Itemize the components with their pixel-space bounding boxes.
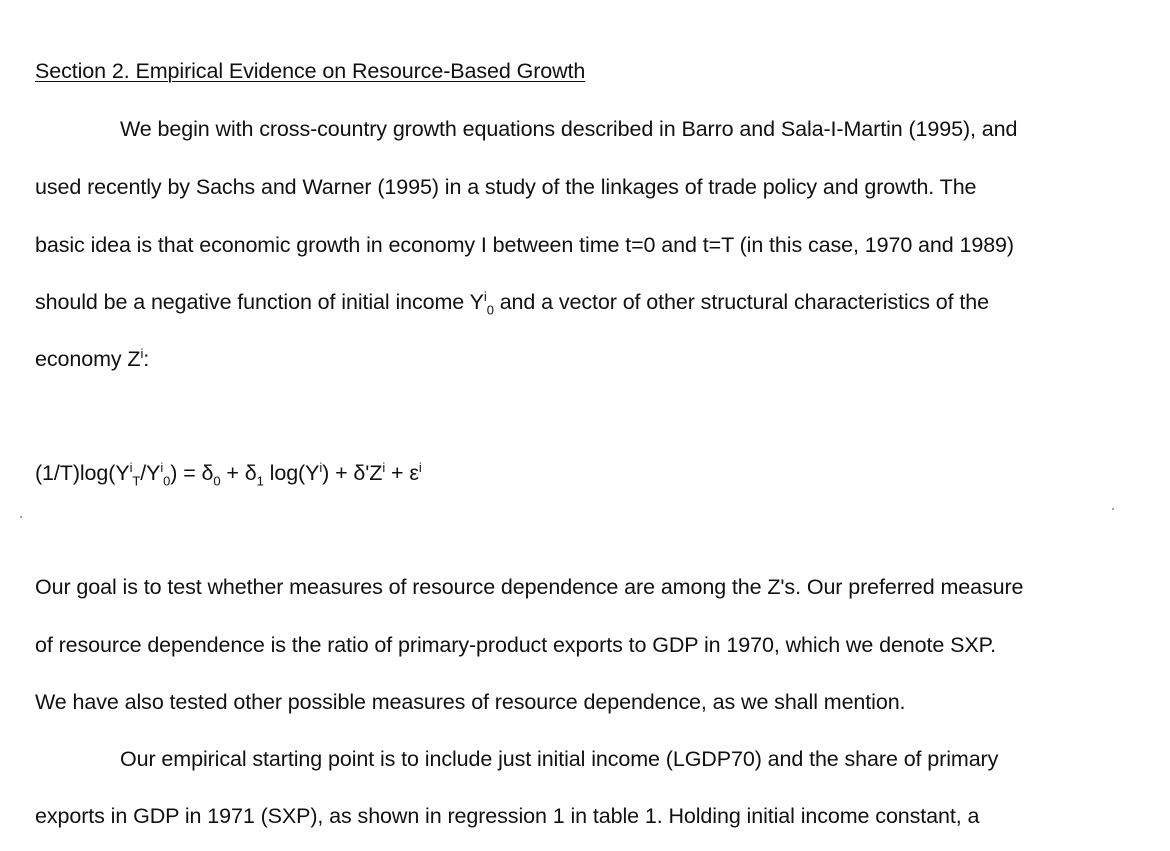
paragraph-2-line-1: Our goal is to test whether measures of resource dependence are among the Z's. Our preferred measure [35, 575, 1024, 599]
equation-part-4: + δ [220, 461, 257, 485]
equation-part-2: /Y [140, 461, 161, 485]
paragraph-3-line-1: Our empirical starting point is to include just initial income (LGDP70) and the share of primary [120, 747, 999, 771]
initial-income-text: should be a negative function of initial income Y [35, 290, 484, 314]
equation-part-7: + ε [385, 461, 419, 485]
equation-part-6: ) + δ'Z [322, 461, 383, 485]
paragraph-1-line-4: should be a negative function of initial income $Y^i_0$ and a vector of other structural characteristics of the [35, 288, 989, 318]
equation-part-3: ) = δ [170, 461, 214, 485]
equation-part-1: (1/T)log(Y [35, 461, 130, 485]
economy-z-text: economy Z [35, 347, 141, 371]
scan-speck [20, 516, 22, 518]
scan-speck [1112, 508, 1114, 510]
paragraph-3-line-2: exports in GDP in 1971 (SXP), as shown in regression 1 in table 1. Holding initial income constant, a [35, 804, 980, 828]
paragraph-1-line-1: We begin with cross-country growth equations described in Barro and Sala-I-Martin (1995), and [120, 117, 1018, 141]
paragraph-1-line-3: basic idea is that economic growth in economy I between time t=0 and t=T (in this case, 1970 and 1989) [35, 233, 1014, 257]
section-heading: Section 2. Empirical Evidence on Resource-Based Growth [35, 59, 586, 83]
structural-characteristics-text: and a vector of other structural characteristics of the [499, 290, 989, 314]
paragraph-1-line-2: used recently by Sachs and Warner (1995) in a study of the linkages of trade policy and growth. The [35, 175, 977, 199]
growth-equation: $(1/T)\log(Y^i_T/Y^i_0) = \delta_0 + \delta_1$ $\log(Y^i) + \delta'Z^i + \varepsilon^i$ [35, 459, 422, 489]
paragraph-1-line-5: economy $Z^i$: [35, 345, 150, 371]
equation-part-5: log(Y [263, 461, 320, 485]
paragraph-2-line-2: of resource dependence is the ratio of primary-product exports to GDP in 1970, which we denote SXP. [35, 633, 996, 657]
paragraph-2-line-3: We have also tested other possible measures of resource dependence, as we shall mention. [35, 690, 906, 714]
